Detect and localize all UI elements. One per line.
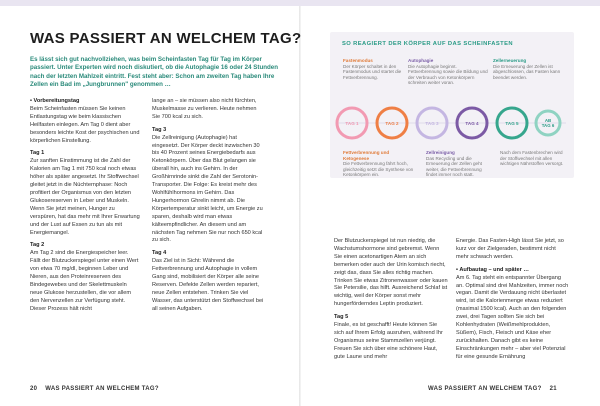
book-spine bbox=[299, 6, 301, 406]
label-text: Der Körper schaltet in den Fastenmodus und startet die Fettverbrennung. bbox=[343, 63, 402, 80]
label-heading: Autophagie bbox=[408, 58, 434, 63]
body-text: lange an – sie müssen also nicht fürchten, Muskelmasse zu verlieren. Heute nehmen Sie 700 kcal zu sich. bbox=[152, 98, 257, 120]
body-text: Finale, es ist geschafft! Heute können Sie sich auf Ihrem Erfolg ausruhen, während Ihr Organismus seine Stammzellen verjüngt. Freuen Sie sich über eine schönere Haut, gute Laune und mehr bbox=[334, 322, 443, 360]
day-label-6: TAG 6 bbox=[541, 123, 555, 128]
section-heading: Tag 4 bbox=[152, 250, 167, 257]
day-label-6: AB bbox=[544, 118, 552, 123]
label-text: Das Recycling und die Erneuerung der Zellen geht weiter, die Fettverbrennung findet immer noch statt. bbox=[426, 155, 482, 178]
intro-paragraph: Es lässt sich gut nachvollziehen, was beim Scheinfasten Tag für Tag im Körper passiert. Unter Experten wird noch diskutiert, ob die Autophagie 16 oder 24 Stunden nach der letzten Mahlzeit eintritt. Fest steht aber: Schon am zweiten Tag haben Ihre Zellen ein Bad im „Jungbrunnen" genommen … bbox=[30, 56, 279, 89]
label-text: Die Autophagie beginnt. Fettverbrennung sowie die Bildung und der Verbrauch von Ketonkörpern schreiten weiter voran. bbox=[408, 63, 488, 86]
page-heading: WAS PASSIERT AN WELCHEM TAG? bbox=[30, 30, 302, 47]
body-text: Zur sanften Einstimmung ist die Zahl der Kalorien am Tag 1 mit 750 kcal noch etwas höher als später angesetzt. Ihr Stoffwechsel gleitet jetzt in die Nüchternphase: Noch profitiert der Organismus von den letzten Glukosereserven in Leber und Muskeln. Wenn Sie jetzt meinen, Hunger zu verspüren, hat das mehr mit Ihrer Erwartung und der Lust auf Essen zu tun als mit Energiemangel. bbox=[30, 158, 140, 236]
running-title-left: WAS PASSIERT AN WELCHEM TAG? bbox=[45, 386, 159, 392]
text-column-3 bbox=[334, 238, 448, 367]
section-heading: Tag 1 bbox=[30, 150, 45, 157]
body-text: Der Blutzuckerspiegel ist nun niedrig, die Wachstumshormone sind gebremst. Wenn Sie einen acetonartigen Atem an sich bemerken oder auch der Urin komisch riecht, zeigt das, dass Sie alles richtig machen. Trinken Sie etwas Zitronenwasser oder kauen Sie Petersilie, das hilft. Ausreichend Schlaf ist wichtig, weil der Körper sonst mehr hungerförderndes Leptin produziert. bbox=[334, 238, 448, 308]
running-title-right: WAS PASSIERT AN WELCHEM TAG? bbox=[428, 386, 542, 392]
section-heading: • Vorbereitungstag bbox=[30, 98, 79, 104]
section-heading: Tag 3 bbox=[152, 126, 167, 133]
day-label-1: TAG 1 bbox=[345, 121, 359, 126]
day-label-2: TAG 2 bbox=[385, 121, 399, 126]
infographic-label-fastenmodus bbox=[343, 58, 405, 80]
infographic-label-zellreinigung bbox=[426, 150, 492, 178]
label-text: Nach dem Fastenbrechen wird der Stoffwechsel mit allen wichtigen Nährstoffen versorgt. bbox=[500, 150, 564, 167]
label-heading: Fettverbrennung und Ketogenese bbox=[343, 150, 390, 161]
body-text: Am 6. Tag steht ein entspannter Übergang an. Optimal sind drei Mahlzeiten, immer noch vegan. Damit die Verdauung nicht überlastet wird, ist die Kalorienmenge etwas reduziert (maximal 1500 kcal). Auch an den folgenden zwei, drei Tagen sollten Sie sich bei Kohlenhydraten (Weißmehlprodukten, Süßem), Fisch, Fleisch und Käse eher zurückhalten. Danach gibt es keine Einschränkungen mehr – aber viel Potenzial für eine gesunde Ernährung bbox=[456, 274, 569, 360]
label-heading: Fastenmodus bbox=[343, 58, 373, 63]
label-heading: Zellreinigung bbox=[426, 150, 455, 155]
page-number-left: 20 bbox=[30, 386, 38, 392]
page-number-right: 21 bbox=[549, 386, 557, 392]
footer-right bbox=[428, 386, 563, 392]
body-text: Die Zellreinigung (Autophagie) hat eingesetzt. Der Körper deckt inzwischen 30 bis 40 Prozent seines Energiebedarfs aus Ketonkörpern. Über das Blut gelangen sie überall hin, auch ins Gehirn. In der Großhirnrinde sinkt die Zahl der Serotonin-Transporter. Die Folge: Es kreist mehr des Wohlfühlhormons im Gehirn. Das Hungerhormon Ghrelin nimmt ab. Die Körpertemperatur sinkt leicht, um Energie zu sparen, deshalb wird man etwas kälteempfindlicher. An diesem und am nächsten Tag nehmen Sie nur noch 650 kcal zu sich. bbox=[152, 134, 263, 244]
section-heading: Tag 2 bbox=[30, 242, 45, 249]
day-label-5: TAG 5 bbox=[505, 121, 519, 126]
infographic-title: SO REAGIERT DER KÖRPER AUF DAS SCHEINFASTEN bbox=[342, 41, 513, 47]
body-text: Am Tag 2 sind die Energiespeicher leer. Fällt der Blutzuckerspiegel unter einen Wert von etwa 70 mg/dl, beginnen Leber und Nieren, aus den Proteinreserven des Bindegewebes und der Skelettmuskeln neue Glukose herzustellen, die vor allem den Nervenzellen zur Verfügung steht. Dieser Prozess hält nicht bbox=[30, 250, 139, 312]
label-text: Die Fettverbrennung fährt hoch, gleichzeitig setzt die Synthese von Ketonkörpern ein. bbox=[343, 161, 414, 178]
infographic-label-zellerneuerung bbox=[493, 58, 565, 80]
section-heading: • Aufbautag – und später … bbox=[456, 267, 529, 273]
day-chain-graphic bbox=[330, 106, 574, 152]
footer-left bbox=[30, 386, 165, 392]
day-label-4: TAG 4 bbox=[465, 121, 479, 126]
text-column-2 bbox=[152, 98, 264, 319]
body-text: Energie. Das Fasten-High lässt Sie jetzt, so kurz vor der Zielgeraden, bestimmt nicht mehr schwach werden. bbox=[456, 238, 564, 260]
day-label-3: TAG 3 bbox=[425, 121, 439, 126]
body-text: Das Ziel ist in Sicht: Während die Fettverbrennung und Autophagie in vollem Gang sind, mobilisiert der Körper alle seine Reserven. Defekte Zellen werden repariert, neue Zellen entstehen. Trinken Sie viel Wasser, das unterstützt den Stoffwechsel bei all seinen Aufgaben. bbox=[152, 258, 264, 312]
infographic-label-fastenbrechen bbox=[500, 150, 568, 167]
label-text: Die Erneuerung der Zellen ist abgeschlossen, das Fasten kann beendet werden. bbox=[493, 63, 561, 80]
text-column-1 bbox=[30, 98, 140, 319]
label-heading: Zellerneuerung bbox=[493, 58, 527, 63]
infographic-label-autophagie bbox=[408, 58, 488, 86]
section-heading: Tag 5 bbox=[334, 314, 349, 321]
infographic-label-ketogenese bbox=[343, 150, 415, 178]
body-text: Beim Scheinfasten müssen Sie keinen Entlastungstag wie beim klassischen Heilfasten einlegen. Am Tag 0 dient aber besonders leichte Kost der psychischen und körperlichen Einstellung. bbox=[30, 105, 140, 144]
text-column-4 bbox=[456, 238, 570, 367]
